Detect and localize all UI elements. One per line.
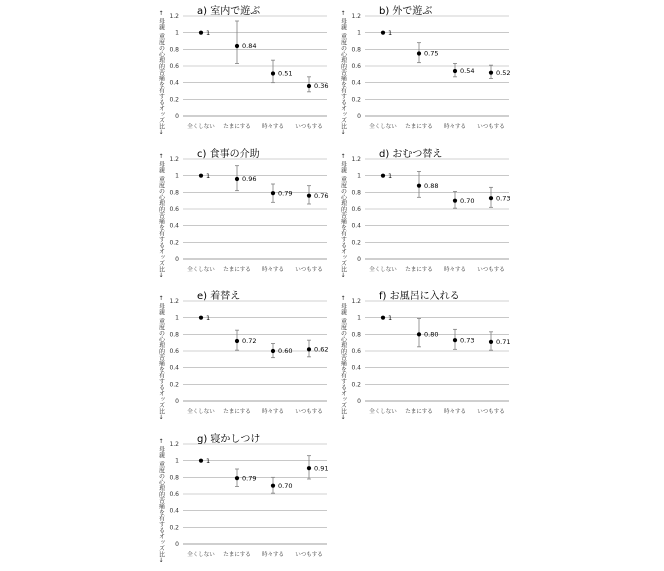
x-tick-label: たまにする [405, 124, 433, 130]
arrow-down-icon: ↓ [158, 272, 164, 279]
parent-label: 母親 [157, 446, 165, 458]
data-label: 1 [206, 456, 211, 465]
x-tick-label: 全くしない [369, 124, 397, 130]
chart-title: e) 着替え [197, 291, 241, 302]
data-point [489, 196, 493, 200]
x-tick-label: たまにする [223, 124, 251, 130]
panel-g [155, 434, 335, 564]
arrow-up-icon: ↑ [158, 153, 164, 160]
x-tick-label: 時々する [261, 124, 285, 130]
data-point [417, 332, 421, 336]
data-point [199, 174, 203, 178]
x-tick-label: いつもする [295, 552, 323, 558]
data-point [453, 69, 457, 73]
data-point [381, 31, 385, 35]
x-tick-label: たまにする [223, 409, 251, 415]
data-point [307, 466, 311, 470]
x-tick-label: たまにする [405, 267, 433, 273]
arrow-down-icon: ↓ [158, 557, 164, 564]
data-point [235, 339, 239, 343]
y-tick-label: 1.2 [351, 13, 361, 20]
x-tick-label: 全くしない [369, 409, 397, 415]
x-tick-label: いつもする [295, 124, 323, 130]
data-point [307, 194, 311, 198]
y-tick-label: 1.2 [351, 156, 361, 163]
data-label: 0.76 [314, 191, 329, 200]
chart-svg [337, 291, 517, 421]
arrow-up-icon: ↑ [158, 295, 164, 302]
data-point [307, 347, 311, 351]
y-tick-label: 0.8 [351, 189, 361, 197]
data-point [271, 71, 275, 75]
chart-svg [155, 434, 335, 564]
data-label: 1 [206, 28, 211, 37]
data-point [381, 316, 385, 320]
panel-a [155, 6, 335, 136]
y-tick-label: 0 [357, 398, 361, 405]
data-label: 0.79 [278, 189, 293, 198]
y-tick-label: 0.6 [351, 63, 361, 70]
chart-title: f) お風呂に入れる [379, 291, 460, 302]
data-label: 0.70 [460, 196, 475, 205]
chart-svg [337, 149, 517, 279]
y-tick-label: 0.2 [169, 524, 179, 532]
data-point [199, 31, 203, 35]
data-label: 1 [388, 313, 393, 322]
data-point [199, 316, 203, 320]
chart-title: a) 室内で遊ぶ [197, 6, 261, 17]
y-tick-label: 0 [175, 113, 179, 120]
x-tick-label: 時々する [443, 124, 467, 130]
arrow-down-icon: ↓ [340, 272, 346, 279]
x-tick-label: 全くしない [187, 267, 215, 273]
y-tick-label: 0 [175, 398, 179, 405]
chart-svg [337, 6, 517, 136]
y-tick-label: 1.2 [351, 298, 361, 305]
y-tick-label: 0 [357, 113, 361, 120]
y-tick-label: 0 [175, 541, 179, 548]
y-tick-label: 0.8 [351, 331, 361, 339]
data-point [381, 174, 385, 178]
y-tick-label: 1 [175, 172, 179, 180]
parent-label: 母親 [339, 161, 347, 173]
data-point [271, 349, 275, 353]
y-tick-label: 1.2 [169, 13, 179, 20]
data-point [235, 44, 239, 48]
data-point [489, 71, 493, 75]
x-tick-label: いつもする [477, 409, 505, 415]
y-tick-label: 1 [357, 314, 361, 322]
y-tick-label: 0.4 [169, 222, 179, 230]
parent-label: 母親 [339, 18, 347, 30]
y-tick-label: 0.2 [169, 381, 179, 389]
data-label: 0.71 [496, 338, 511, 347]
data-point [307, 84, 311, 88]
y-axis-title-text: 重度の心理的苦痛を有するオッズ比 [339, 33, 347, 129]
data-point [489, 340, 493, 344]
y-tick-label: 0.4 [169, 79, 179, 87]
x-tick-label: いつもする [295, 409, 323, 415]
data-point [235, 476, 239, 480]
data-label: 0.52 [496, 68, 511, 77]
arrow-down-icon: ↓ [340, 414, 346, 421]
y-tick-label: 1 [357, 29, 361, 37]
data-label: 1 [206, 171, 211, 180]
y-tick-label: 1 [175, 457, 179, 465]
x-tick-label: たまにする [405, 409, 433, 415]
x-tick-label: たまにする [223, 552, 251, 558]
x-tick-label: 時々する [261, 552, 285, 558]
y-tick-label: 1.2 [169, 156, 179, 163]
y-tick-label: 1.2 [169, 298, 179, 305]
y-tick-label: 0.4 [169, 507, 179, 515]
x-tick-label: いつもする [477, 124, 505, 130]
y-tick-label: 0.6 [169, 206, 179, 213]
data-label: 1 [388, 28, 393, 37]
y-tick-label: 0 [175, 256, 179, 263]
data-point [417, 51, 421, 55]
y-tick-label: 0.6 [169, 348, 179, 355]
x-tick-label: いつもする [295, 267, 323, 273]
y-tick-label: 0.8 [169, 46, 179, 54]
panel-e [155, 291, 335, 421]
data-label: 0.36 [314, 82, 329, 91]
x-tick-label: いつもする [477, 267, 505, 273]
y-tick-label: 1 [175, 314, 179, 322]
y-axis-title-text: 重度の心理的苦痛を有するオッズ比 [157, 176, 165, 272]
panel-c [155, 149, 335, 279]
chart-svg [155, 291, 335, 421]
arrow-up-icon: ↑ [158, 10, 164, 17]
data-label: 0.70 [278, 481, 293, 490]
y-tick-label: 0.6 [169, 63, 179, 70]
arrow-up-icon: ↑ [340, 295, 346, 302]
x-tick-label: たまにする [223, 267, 251, 273]
y-tick-label: 0.6 [169, 491, 179, 498]
y-tick-label: 0.8 [169, 189, 179, 197]
parent-label: 母親 [157, 18, 165, 30]
data-point [453, 199, 457, 203]
data-label: 0.84 [242, 42, 257, 51]
y-tick-label: 1 [357, 172, 361, 180]
parent-label: 母親 [157, 303, 165, 315]
y-tick-label: 0.8 [169, 331, 179, 339]
data-label: 1 [206, 313, 211, 322]
data-point [235, 177, 239, 181]
data-label: 0.73 [460, 336, 475, 345]
panel-d [337, 149, 517, 279]
data-label: 0.79 [242, 474, 257, 483]
arrow-up-icon: ↑ [340, 153, 346, 160]
data-label: 0.75 [424, 49, 439, 58]
y-tick-label: 0.2 [351, 239, 361, 247]
x-tick-label: 全くしない [187, 409, 215, 415]
x-tick-label: 全くしない [369, 267, 397, 273]
data-point [271, 191, 275, 195]
arrow-up-icon: ↑ [158, 438, 164, 445]
chart-title: c) 食事の介助 [197, 149, 260, 160]
panel-b [337, 6, 517, 136]
x-tick-label: 時々する [261, 267, 285, 273]
arrow-up-icon: ↑ [340, 10, 346, 17]
chart-title: d) おむつ替え [379, 149, 443, 160]
y-tick-label: 0.6 [351, 206, 361, 213]
y-axis-title-text: 重度の心理的苦痛を有するオッズ比 [157, 318, 165, 414]
y-tick-label: 0.4 [351, 222, 361, 230]
data-label: 0.73 [496, 194, 511, 203]
y-tick-label: 0 [357, 256, 361, 263]
x-tick-label: 全くしない [187, 124, 215, 130]
y-tick-label: 1.2 [169, 441, 179, 448]
data-point [199, 459, 203, 463]
x-tick-label: 時々する [443, 409, 467, 415]
y-tick-label: 0.2 [351, 96, 361, 104]
y-tick-label: 0.8 [169, 474, 179, 482]
data-label: 0.51 [278, 69, 293, 78]
data-label: 0.80 [424, 330, 439, 339]
x-tick-label: 時々する [443, 267, 467, 273]
y-tick-label: 0.4 [351, 364, 361, 372]
parent-label: 母親 [339, 303, 347, 315]
y-tick-label: 0.4 [169, 364, 179, 372]
y-axis-title-text: 重度の心理的苦痛を有するオッズ比 [339, 318, 347, 414]
y-tick-label: 1 [175, 29, 179, 37]
y-axis-title-text: 重度の心理的苦痛を有するオッズ比 [157, 33, 165, 129]
y-tick-label: 0.6 [351, 348, 361, 355]
chart-svg [155, 6, 335, 136]
data-point [417, 184, 421, 188]
y-tick-label: 0.4 [351, 79, 361, 87]
data-label: 0.88 [424, 181, 439, 190]
y-axis-title-text: 重度の心理的苦痛を有するオッズ比 [339, 176, 347, 272]
chart-title: g) 寝かしつけ [197, 434, 261, 445]
x-tick-label: 時々する [261, 409, 285, 415]
arrow-down-icon: ↓ [158, 129, 164, 136]
chart-title: b) 外で遊ぶ [379, 6, 433, 17]
arrow-down-icon: ↓ [340, 129, 346, 136]
data-label: 0.96 [242, 175, 257, 184]
y-tick-label: 0.8 [351, 46, 361, 54]
arrow-down-icon: ↓ [158, 414, 164, 421]
data-point [271, 484, 275, 488]
y-tick-label: 0.2 [351, 381, 361, 389]
data-label: 0.72 [242, 337, 257, 346]
data-point [453, 338, 457, 342]
y-axis-title-text: 重度の心理的苦痛を有するオッズ比 [157, 461, 165, 557]
data-label: 1 [388, 171, 393, 180]
x-tick-label: 全くしない [187, 552, 215, 558]
data-label: 0.62 [314, 345, 329, 354]
data-label: 0.60 [278, 347, 293, 356]
chart-svg [155, 149, 335, 279]
y-tick-label: 0.2 [169, 239, 179, 247]
data-label: 0.91 [314, 464, 329, 473]
parent-label: 母親 [157, 161, 165, 173]
data-label: 0.54 [460, 67, 475, 76]
panel-f [337, 291, 517, 421]
y-tick-label: 0.2 [169, 96, 179, 104]
